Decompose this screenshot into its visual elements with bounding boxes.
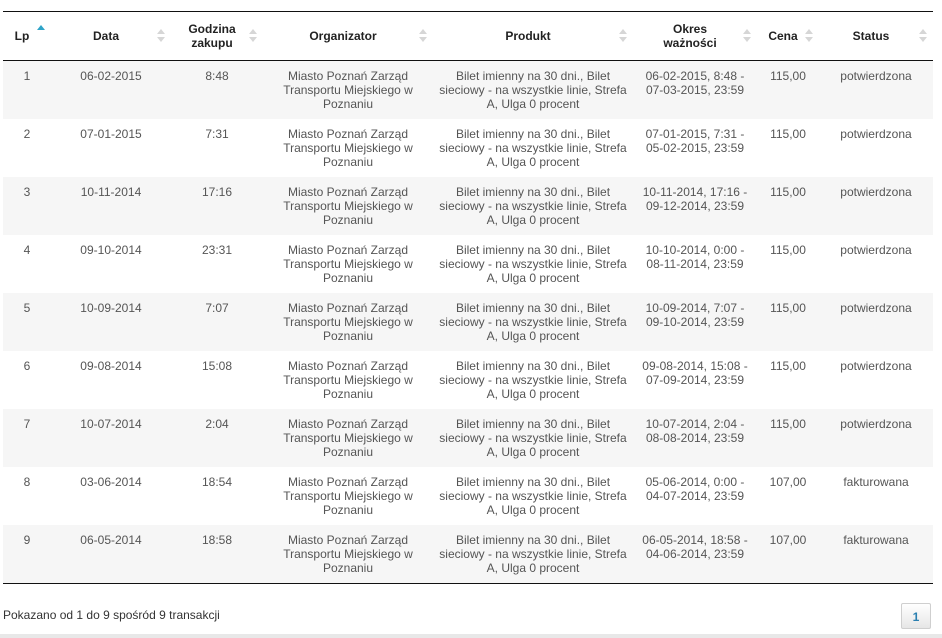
- cell-data: 09-08-2014: [80, 359, 142, 373]
- cell-produkt: Bilet imienny na 30 dni., Bilet sieciowy - na wszystkie linie, Strefa A, Ulga 0 procent: [439, 359, 627, 401]
- column-header-cena[interactable]: [757, 12, 819, 61]
- cell-okres: 07-01-2015, 7:31 - 05-02-2015, 23:59: [645, 127, 745, 155]
- transactions-table-wrapper: [3, 11, 933, 584]
- table-row: [3, 177, 933, 235]
- cell-okres: 05-06-2014, 0:00 - 04-07-2014, 23:59: [645, 475, 745, 503]
- cell-lp: 2: [23, 127, 31, 141]
- table-row: [3, 467, 933, 525]
- cell-organizator: Miasto Poznań Zarząd Transportu Miejskiego w Poznaniu: [263, 409, 433, 467]
- cell-data: 09-10-2014: [80, 243, 142, 257]
- cell-data: 10-09-2014: [51, 293, 171, 351]
- table-header-row: [3, 12, 933, 61]
- cell-produkt: Bilet imienny na 30 dni., Bilet sieciowy - na wszystkie linie, Strefa A, Ulga 0 procent: [439, 243, 627, 285]
- column-header-lp[interactable]: [3, 12, 51, 61]
- cell-lp: 7: [3, 409, 51, 467]
- cell-godzina: 18:58: [171, 525, 263, 584]
- table-row: [3, 235, 933, 293]
- cell-godzina: 15:08: [201, 359, 233, 373]
- cell-data: 06-05-2014: [51, 525, 171, 584]
- cell-status: fakturowana: [843, 475, 909, 489]
- cell-godzina: 8:48: [171, 61, 263, 120]
- sort-icon: [743, 29, 751, 43]
- column-header-godzina[interactable]: [171, 12, 263, 61]
- cell-data: 10-11-2014: [51, 177, 171, 235]
- cell-produkt: Bilet imienny na 30 dni., Bilet sieciowy - na wszystkie linie, Strefa A, Ulga 0 procent: [433, 177, 633, 235]
- column-label: Godzina zakupu: [188, 22, 236, 50]
- cell-godzina: 7:07: [171, 293, 263, 351]
- cell-status: potwierdzona: [840, 359, 912, 373]
- cell-cena: 115,00: [770, 243, 806, 257]
- column-header-okres[interactable]: [633, 12, 757, 61]
- cell-produkt: Bilet imienny na 30 dni., Bilet sieciowy - na wszystkie linie, Strefa A, Ulga 0 procent: [433, 409, 633, 467]
- cell-status: potwierdzona: [819, 61, 933, 120]
- sort-icon: [157, 29, 165, 43]
- bottom-divider: [0, 634, 942, 638]
- cell-data: 10-07-2014: [51, 409, 171, 467]
- cell-godzina: 23:31: [201, 243, 233, 257]
- cell-okres: 10-07-2014, 2:04 - 08-08-2014, 23:59: [633, 409, 757, 467]
- cell-cena: 115,00: [757, 293, 819, 351]
- cell-data: 07-01-2015: [80, 127, 142, 141]
- table-row: [3, 525, 933, 584]
- cell-produkt: Bilet imienny na 30 dni., Bilet sieciowy - na wszystkie linie, Strefa A, Ulga 0 procent: [439, 127, 627, 169]
- cell-okres: 06-02-2015, 8:48 - 07-03-2015, 23:59: [633, 61, 757, 120]
- table-row: [3, 409, 933, 467]
- column-label: Data: [92, 29, 119, 43]
- cell-cena: 115,00: [770, 127, 806, 141]
- cell-produkt: Bilet imienny na 30 dni., Bilet sieciowy - na wszystkie linie, Strefa A, Ulga 0 procent: [433, 293, 633, 351]
- cell-okres: 10-09-2014, 7:07 - 09-10-2014, 23:59: [633, 293, 757, 351]
- cell-cena: 115,00: [757, 409, 819, 467]
- cell-status: potwierdzona: [840, 127, 912, 141]
- cell-lp: 6: [23, 359, 31, 373]
- cell-cena: 115,00: [757, 61, 819, 120]
- cell-godzina: 18:54: [201, 475, 233, 489]
- page-button-1[interactable]: 1: [901, 603, 931, 629]
- sort-icon: [619, 29, 627, 43]
- cell-godzina: 2:04: [171, 409, 263, 467]
- cell-organizator: Miasto Poznań Zarząd Transportu Miejskiego w Poznaniu: [283, 127, 413, 169]
- cell-status: potwierdzona: [819, 177, 933, 235]
- column-label: Organizator: [309, 29, 377, 43]
- column-header-produkt[interactable]: [433, 12, 633, 61]
- cell-lp: 5: [3, 293, 51, 351]
- column-label: Status: [852, 29, 890, 43]
- cell-status: potwierdzona: [819, 293, 933, 351]
- table-row: [3, 119, 933, 177]
- cell-data: 06-02-2015: [51, 61, 171, 120]
- cell-organizator: Miasto Poznań Zarząd Transportu Miejskiego w Poznaniu: [263, 293, 433, 351]
- sort-icon: [919, 29, 927, 43]
- cell-status: potwierdzona: [819, 409, 933, 467]
- cell-organizator: Miasto Poznań Zarząd Transportu Miejskiego w Poznaniu: [283, 475, 413, 517]
- cell-lp: 3: [3, 177, 51, 235]
- cell-cena: 107,00: [757, 525, 819, 584]
- sort-icon: [419, 29, 427, 43]
- cell-organizator: Miasto Poznań Zarząd Transportu Miejskiego w Poznaniu: [283, 359, 413, 401]
- cell-organizator: Miasto Poznań Zarząd Transportu Miejskiego w Poznaniu: [263, 61, 433, 120]
- cell-cena: 115,00: [757, 177, 819, 235]
- column-header-organizator[interactable]: [263, 12, 433, 61]
- transactions-table: [3, 11, 933, 584]
- cell-produkt: Bilet imienny na 30 dni., Bilet sieciowy - na wszystkie linie, Strefa A, Ulga 0 procent: [433, 61, 633, 120]
- cell-cena: 107,00: [769, 475, 807, 489]
- table-body: [3, 61, 933, 584]
- cell-produkt: Bilet imienny na 30 dni., Bilet sieciowy - na wszystkie linie, Strefa A, Ulga 0 procent: [439, 475, 627, 517]
- sort-icon: [249, 29, 257, 43]
- column-label: Cena: [768, 29, 798, 43]
- sort-icon: [805, 29, 813, 43]
- pagination-info: Pokazano od 1 do 9 spośród 9 transakcji: [3, 608, 220, 622]
- column-label: Lp: [14, 29, 30, 43]
- cell-cena: 115,00: [770, 359, 806, 373]
- cell-lp: 9: [3, 525, 51, 584]
- column-header-data[interactable]: [51, 12, 171, 61]
- table-row: [3, 293, 933, 351]
- cell-status: fakturowana: [819, 525, 933, 584]
- cell-lp: 8: [23, 475, 31, 489]
- column-header-status[interactable]: [819, 12, 933, 61]
- cell-godzina: 17:16: [171, 177, 263, 235]
- cell-godzina: 7:31: [205, 127, 229, 141]
- cell-status: potwierdzona: [840, 243, 912, 257]
- column-label: Produkt: [505, 29, 551, 43]
- cell-okres: 10-11-2014, 17:16 - 09-12-2014, 23:59: [633, 177, 757, 235]
- cell-organizator: Miasto Poznań Zarząd Transportu Miejskiego w Poznaniu: [263, 177, 433, 235]
- cell-okres: 10-10-2014, 0:00 - 08-11-2014, 23:59: [645, 243, 745, 271]
- cell-produkt: Bilet imienny na 30 dni., Bilet sieciowy - na wszystkie linie, Strefa A, Ulga 0 procent: [433, 525, 633, 584]
- cell-lp: 4: [23, 243, 31, 257]
- table-row: [3, 351, 933, 409]
- sort-ascending-icon: [37, 25, 45, 39]
- cell-data: 03-06-2014: [80, 475, 142, 489]
- cell-organizator: Miasto Poznań Zarząd Transportu Miejskiego w Poznaniu: [263, 525, 433, 584]
- cell-organizator: Miasto Poznań Zarząd Transportu Miejskiego w Poznaniu: [283, 243, 413, 285]
- cell-okres: 06-05-2014, 18:58 - 04-06-2014, 23:59: [633, 525, 757, 584]
- cell-okres: 09-08-2014, 15:08 - 07-09-2014, 23:59: [642, 359, 748, 387]
- column-label: Okres ważności: [663, 22, 717, 50]
- cell-lp: 1: [3, 61, 51, 120]
- table-row: [3, 61, 933, 120]
